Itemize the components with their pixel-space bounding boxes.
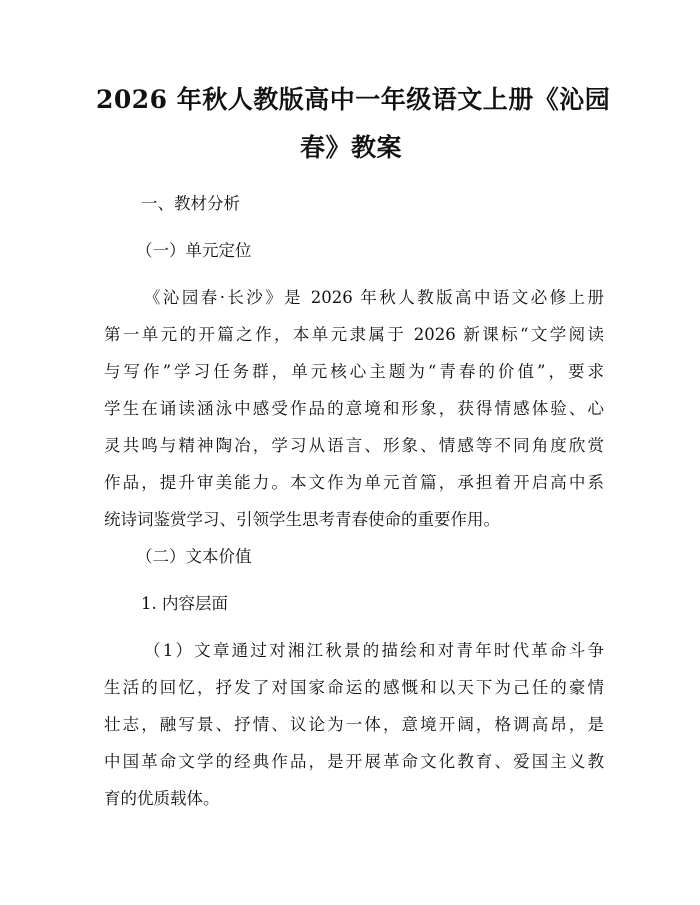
subheading-text-value: （二）文本价值 [136,547,252,566]
paragraph-line: 育的优质载体。 [104,789,220,808]
paragraph-line: 灵共鸣与精神陶冶，学习从语言、形象、情感等不同角度欣赏 [104,436,604,455]
paragraph-line: 作品，提升审美能力。本文作为单元首篇，承担着开启高中系 [104,473,604,492]
paragraph-line: 学生在诵读涵泳中感受作品的意境和形象，获得情感体验、心 [104,399,604,418]
document-title-line-2: 春》教案 [299,133,402,162]
paragraph-line: 《沁园春·长沙》是 2026 年秋人教版高中语文必修上册 [144,288,604,307]
document-title-line-1: 2026 年秋人教版高中一年级语文上册《沁园 [96,85,611,114]
subheading-unit-positioning: （一）单元定位 [136,241,252,260]
paragraph-line: 第一单元的开篇之作，本单元隶属于 2026 新课标“文学阅读 [104,325,604,344]
section-heading-textbook-analysis: 一、教材分析 [141,194,240,213]
paragraph-line: 统诗词鉴赏学习、引领学生思考青春使命的重要作用。 [104,510,500,529]
item-heading-content-level: 1. 内容层面 [141,594,228,613]
paragraph-line: 中国革命文学的经典作品，是开展革命文化教育、爱国主义教 [104,752,604,771]
paragraph-line: （1）文章通过对湘江秋景的描绘和对青年时代革命斗争 [144,641,604,660]
paragraph-line: 壮志，融写景、抒情、议论为一体，意境开阔，格调高昂，是 [104,715,604,734]
paragraph-line: 生活的回忆，抒发了对国家命运的感慨和以天下为己任的豪情 [104,678,604,697]
paragraph-line: 与写作”学习任务群，单元核心主题为“青春的价值”，要求 [104,362,604,381]
